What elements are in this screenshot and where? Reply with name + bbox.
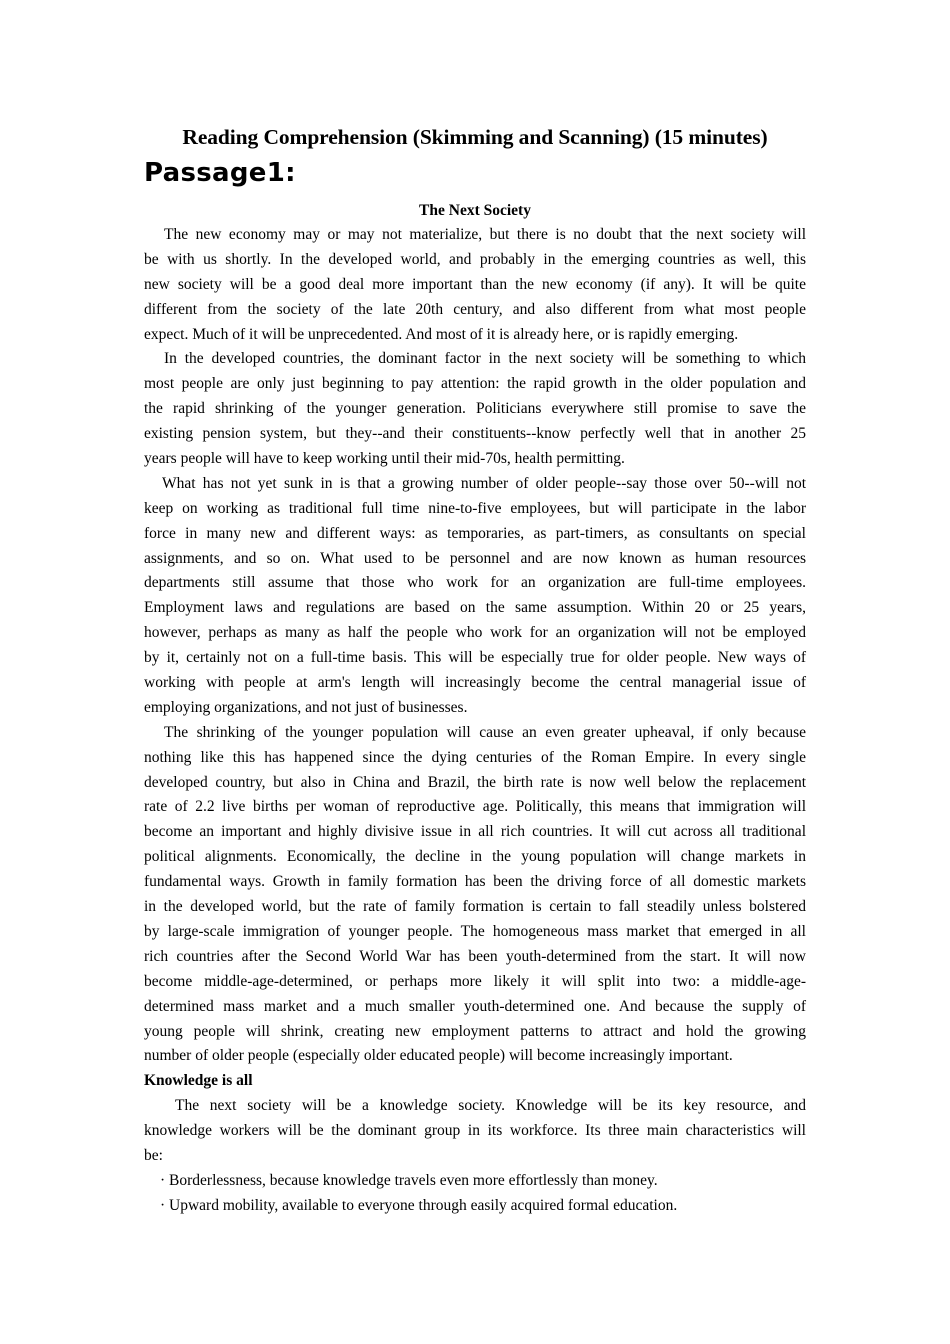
text-line: different from the society of the late 20th century, and also different from what most people xyxy=(144,300,806,318)
text-line: developed country, but also in China and Brazil, the birth rate is now well below the replacement xyxy=(144,773,806,791)
text-line: In the developed countries, the dominant factor in the next society will be something to which xyxy=(164,350,806,368)
text-line: fundamental ways. Growth in family formation has been the driving force of all domestic markets xyxy=(144,873,806,891)
list-item: · Upward mobility, available to everyone through easily acquired formal education. xyxy=(160,1196,678,1214)
text-line: nothing like this has happened since the dying centuries of the Roman Empire. In every single xyxy=(144,748,806,766)
text-line: by large-scale immigration of younger people. The homogeneous mass market that emerged in all xyxy=(144,922,806,940)
text-line: What has not yet sunk in is that a growing number of older people--say those over 50--will not xyxy=(162,474,806,492)
text-line: become an important and highly divisive issue in all rich countries. It will cut across all traditional xyxy=(144,823,806,841)
text-line: existing pension system, but they--and their constituents--know perfectly well that in another 25 xyxy=(144,425,806,443)
main-title: Reading Comprehension (Skimming and Scanning) (15 minutes) xyxy=(182,125,768,149)
article-title: The Next Society xyxy=(419,202,531,219)
section-subheading: Knowledge is all xyxy=(144,1072,253,1090)
text-line: The shrinking of the younger population will cause an even greater upheaval, if only because xyxy=(164,723,806,741)
text-line: new society will be a good deal more important than the new economy (if any). It will be quite xyxy=(144,275,806,293)
text-line: rich countries after the Second World War has been youth-determined from the start. It will now xyxy=(144,947,806,965)
text-line: force in many new and different ways: as temporaries, as part-timers, as consultants on special xyxy=(144,524,806,542)
text-line: the rapid shrinking of the younger generation. Politicians everywhere still promise to save the xyxy=(144,400,806,418)
text-line: employing organizations, and not just of businesses. xyxy=(144,698,468,716)
article-body xyxy=(144,223,806,1219)
text-line: in the developed world, but the rate of family formation is certain to fall steadily unless bolstered xyxy=(144,898,806,916)
text-line: determined mass market and a much smaller youth-determined one. And because the supply of xyxy=(144,997,806,1015)
characteristics-list xyxy=(144,1169,806,1219)
text-line: working with people at arm's length will increasingly become the central managerial issue of xyxy=(144,674,806,692)
text-line: rate of 2.2 live births per woman of reproductive age. Politically, this means that immigration will xyxy=(144,798,806,816)
text-line: number of older people (especially older educated people) will become increasingly important. xyxy=(144,1047,733,1065)
paragraph-4 xyxy=(144,721,806,1069)
text-line: young people will shrink, creating new employment patterns to attract and hold the growing xyxy=(144,1022,806,1040)
text-line: Employment laws and regulations are based on the same assumption. Within 20 or 25 years, xyxy=(144,599,806,617)
text-line: political alignments. Economically, the decline in the young population will change markets in xyxy=(144,848,806,866)
text-line: be: xyxy=(144,1146,163,1164)
text-line: The new economy may or may not materialize, but there is no doubt that the next society will xyxy=(164,226,806,243)
text-line: The next society will be a knowledge society. Knowledge will be its key resource, and xyxy=(175,1097,806,1115)
paragraph-3 xyxy=(144,472,806,721)
text-line: be with us shortly. In the developed world, and probably in the emerging countries as well, this xyxy=(144,250,806,268)
passage-heading: Passage1: xyxy=(144,158,296,188)
text-line: departments still assume that those who work for an organization are full-time employees. xyxy=(144,574,806,592)
paragraph-2 xyxy=(144,347,806,471)
paragraph-knowledge xyxy=(144,1094,806,1169)
text-line: become middle-age-determined, or perhaps more likely it will split into two: a middle-age- xyxy=(144,972,806,990)
text-line: however, perhaps as many as half the people who work for an organization will not be employed xyxy=(144,624,806,642)
text-line: knowledge workers will be the dominant group in its workforce. Its three main characteristics will xyxy=(144,1122,806,1140)
text-line: assignments, and so on. What used to be personnel and are now known as human resources xyxy=(144,549,806,567)
text-line: years people will have to keep working until their mid-70s, health permitting. xyxy=(144,450,625,468)
text-line: most people are only just beginning to pay attention: the rapid growth in the older population and xyxy=(144,375,806,393)
text-line: expect. Much of it will be unprecedented. And most of it is already here, or is rapidly emerging. xyxy=(144,325,739,343)
paragraph-1 xyxy=(144,223,806,347)
list-item: · Borderlessness, because knowledge travels even more effortlessly than money. xyxy=(160,1171,658,1189)
text-line: by it, certainly not on a full-time basis. This will be especially true for older people. New ways of xyxy=(144,649,806,667)
text-line: keep on working as traditional full time nine-to-five employees, but will participate in the labor xyxy=(144,499,806,517)
